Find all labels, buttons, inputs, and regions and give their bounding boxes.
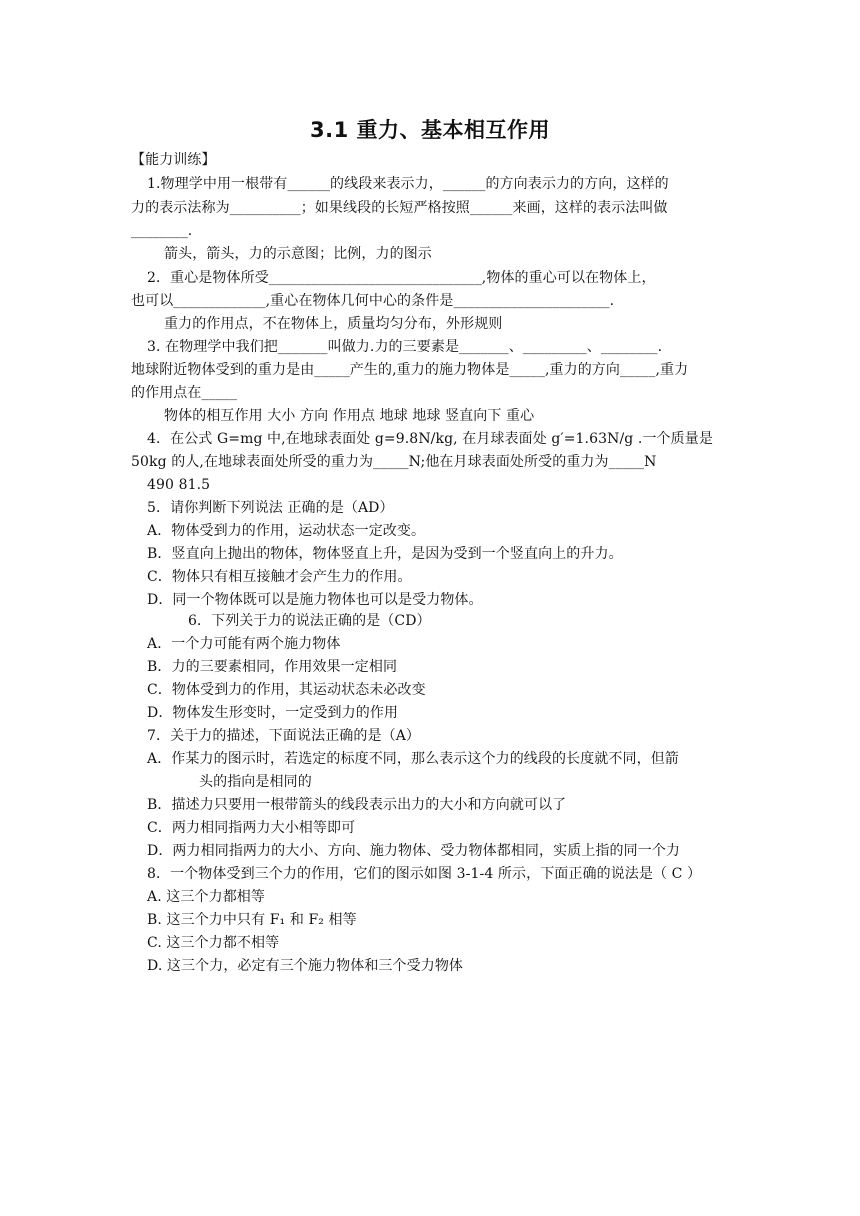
option-line: A．作某力的图示时，若选定的标度不同，那么表示这个力的线段的长度就不同，但箭 xyxy=(147,751,679,767)
option-line: D．两力相同指两力的大小、方向、施力物体、受力物体都相同，实质上指的同一个力 xyxy=(147,843,681,859)
option-line: C．两力相同指两力大小相等即可 xyxy=(147,820,356,836)
text-line: 的作用点在_____ xyxy=(131,385,237,401)
text-line: 3. 在物理学中我们把_______叫做力.力的三要素是_______、_________、________. xyxy=(147,339,663,355)
text-line: 2．重心是物体所受______________________________,物体的重心可以在物体上， xyxy=(147,270,656,286)
answer-line: 物体的相互作用 大小 方向 作用点 地球 地球 竖直向下 重心 xyxy=(164,408,535,424)
option-line: C．物体受到力的作用，其运动状态未必改变 xyxy=(147,682,426,698)
option-line-continued: 头的指向是相同的 xyxy=(199,774,312,790)
question-stem: 6．下列关于力的说法正确的是（CD） xyxy=(188,613,431,629)
question-stem: 7．关于力的描述，下面说法正确的是（A） xyxy=(147,728,421,744)
option-line: A．一个力可能有两个施力物体 xyxy=(147,636,341,652)
option-line: D. 这三个力，必定有三个施力物体和三个受力物体 xyxy=(147,958,464,974)
option-line: B. 这三个力中只有 F₁ 和 F₂ 相等 xyxy=(147,912,357,928)
text-line: 4．在公式 G=mg 中,在地球表面处 g=9.8N/kg, 在月球表面处 g′=1.63N/g .一个质量是 xyxy=(147,431,713,447)
option-line: A．物体受到力的作用，运动状态一定改变。 xyxy=(147,523,426,539)
option-line: D．物体发生形变时，一定受到力的作用 xyxy=(147,705,399,721)
option-line: D．同一个物体既可以是施力物体也可以是受力物体。 xyxy=(147,592,483,608)
question-stem: 8．一个物体受到三个力的作用，它们的图示如图 3-1-4 所示，下面正确的说法是（ C ） xyxy=(147,866,702,882)
option-line: B．力的三要素相同，作用效果一定相同 xyxy=(147,659,398,675)
text-line: ________. xyxy=(131,223,193,239)
page-title: 3.1 重力、基本相互作用 xyxy=(309,118,550,142)
answer-line: 490 81.5 xyxy=(147,477,211,493)
option-line: B．竖直向上抛出的物体，物体竖直上升，是因为受到一个竖直向上的升力。 xyxy=(147,546,623,562)
text-line: 50kg 的人,在地球表面处所受的重力为_____N;他在月球表面处所受的重力为_____N xyxy=(131,454,657,470)
text-line: 1.物理学中用一根带有______的线段来表示力，______的方向表示力的方向，这样的 xyxy=(147,176,669,192)
section-heading: 【能力训练】 xyxy=(131,152,216,168)
answer-line: 箭头，箭头，力的示意图；比例，力的图示 xyxy=(164,246,432,262)
option-line: C. 这三个力都不相等 xyxy=(147,935,280,951)
text-line: 也可以_____________,重心在物体几何中心的条件是______________________. xyxy=(131,293,615,309)
text-line: 力的表示法称为__________；如果线段的长短严格按照______来画，这样的表示法叫做 xyxy=(131,200,668,216)
answer-line: 重力的作用点，不在物体上，质量均匀分布，外形规则 xyxy=(164,316,503,332)
option-line: B．描述力只要用一根带箭头的线段表示出力的大小和方向就可以了 xyxy=(147,797,567,813)
text-line: 地球附近物体受到的重力是由_____产生的,重力的施力物体是_____,重力的方向_____,重力 xyxy=(131,362,689,378)
option-line: A. 这三个力都相等 xyxy=(147,889,266,905)
option-line: C．物体只有相互接触才会产生力的作用。 xyxy=(147,569,412,585)
question-stem: 5．请你判断下列说法 正确的是（AD） xyxy=(147,500,394,516)
